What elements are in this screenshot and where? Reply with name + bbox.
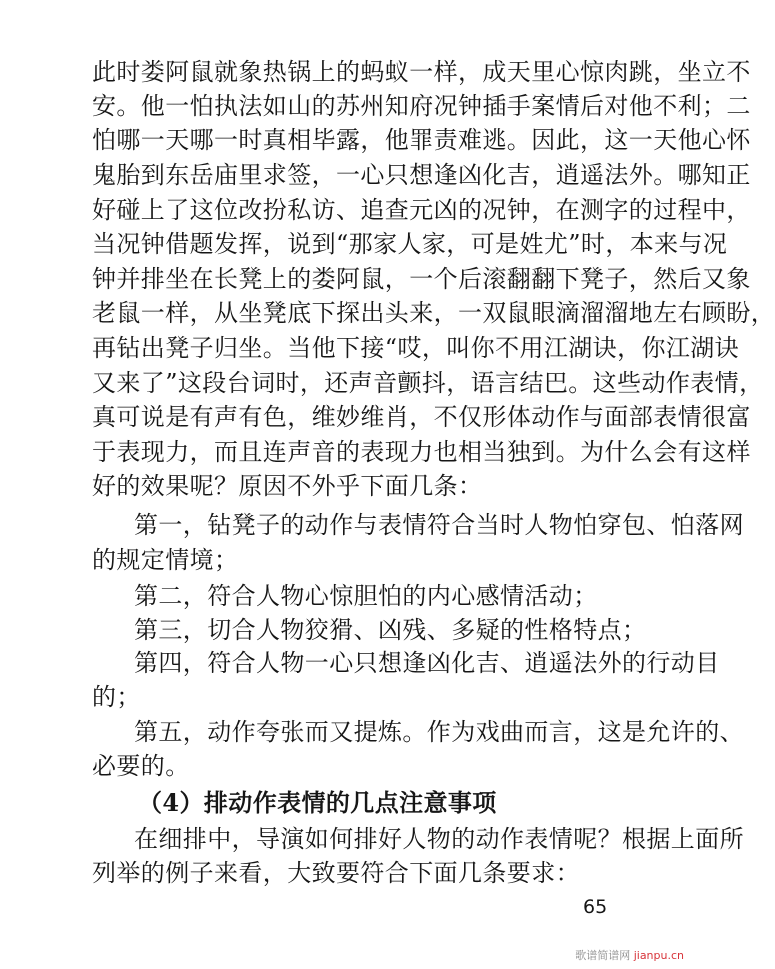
text-line: 真可说是有声有色，维妙维肖，不仅形体动作与面部表情很富 xyxy=(92,403,751,431)
list-item-5: 第五，动作夸张而又提炼。作为戏曲而言，这是允许的、 xyxy=(134,718,744,746)
text-line: 安。他一怕执法如山的苏州知府况钟插手案情后对他不利；二 xyxy=(92,92,751,120)
list-item-1-continued: 的规定情境； xyxy=(92,546,239,574)
text-line: 再钻出凳子归坐。当他下接“哎，叫你不用江湖诀，你江湖诀 xyxy=(92,334,740,362)
text-line: 列举的例子来看，大致要符合下面几条要求： xyxy=(92,859,580,887)
text-line: 好的效果呢？原因不外乎下面几条： xyxy=(92,472,483,500)
list-item-3: 第三，切合人物狡猾、凶残、多疑的性格特点； xyxy=(134,616,647,644)
text-line: 鬼胎到东岳庙里求签，一心只想逢凶化吉，逍遥法外。哪知正 xyxy=(92,161,751,189)
text-line: 怕哪一天哪一时真相毕露，他罪责难逃。因此，这一天他心怀 xyxy=(92,126,751,154)
text-line: 于表现力，而且连声音的表现力也相当独到。为什么会有这样 xyxy=(92,438,751,466)
text-line: 又来了”这段台词时，还声音颤抖，语言结巴。这些动作表情， xyxy=(92,369,764,397)
list-item-2: 第二，符合人物心惊胆怕的内心感情活动； xyxy=(134,582,598,610)
text-line: 好碰上了这位改扮私访、追查元凶的况钟，在测字的过程中， xyxy=(92,196,751,224)
list-item-4-continued: 的； xyxy=(92,683,141,711)
text-line: 当况钟借题发挥，说到“那家人家，可是姓尤”时，本来与况 xyxy=(92,230,728,258)
text-line: 老鼠一样，从坐凳底下探出头来，一双鼠眼滴溜溜地左右顾盼， xyxy=(92,299,775,327)
page-number: 65 xyxy=(583,896,608,918)
watermark-url[interactable]: jianpu.cn xyxy=(633,949,684,962)
watermark-site-name: 歌谱简谱网 xyxy=(575,949,631,962)
list-item-1: 第一，钻凳子的动作与表情符合当时人物怕穿包、怕落网 xyxy=(134,511,744,539)
text-line: 此时娄阿鼠就象热锅上的蚂蚁一样，成天里心惊肉跳，坐立不 xyxy=(92,58,751,86)
section-heading: （4）排动作表情的几点注意事项 xyxy=(138,788,497,817)
list-item-5-continued: 必要的。 xyxy=(92,752,190,780)
watermark xyxy=(575,947,684,963)
text-line: 钟并排坐在长凳上的娄阿鼠，一个后滚翻翻下凳子，然后又象 xyxy=(92,265,751,293)
text-line: 在细排中，导演如何排好人物的动作表情呢？根据上面所 xyxy=(134,825,744,853)
list-item-4: 第四，符合人物一心只想逢凶化吉、逍遥法外的行动目 xyxy=(134,649,720,677)
